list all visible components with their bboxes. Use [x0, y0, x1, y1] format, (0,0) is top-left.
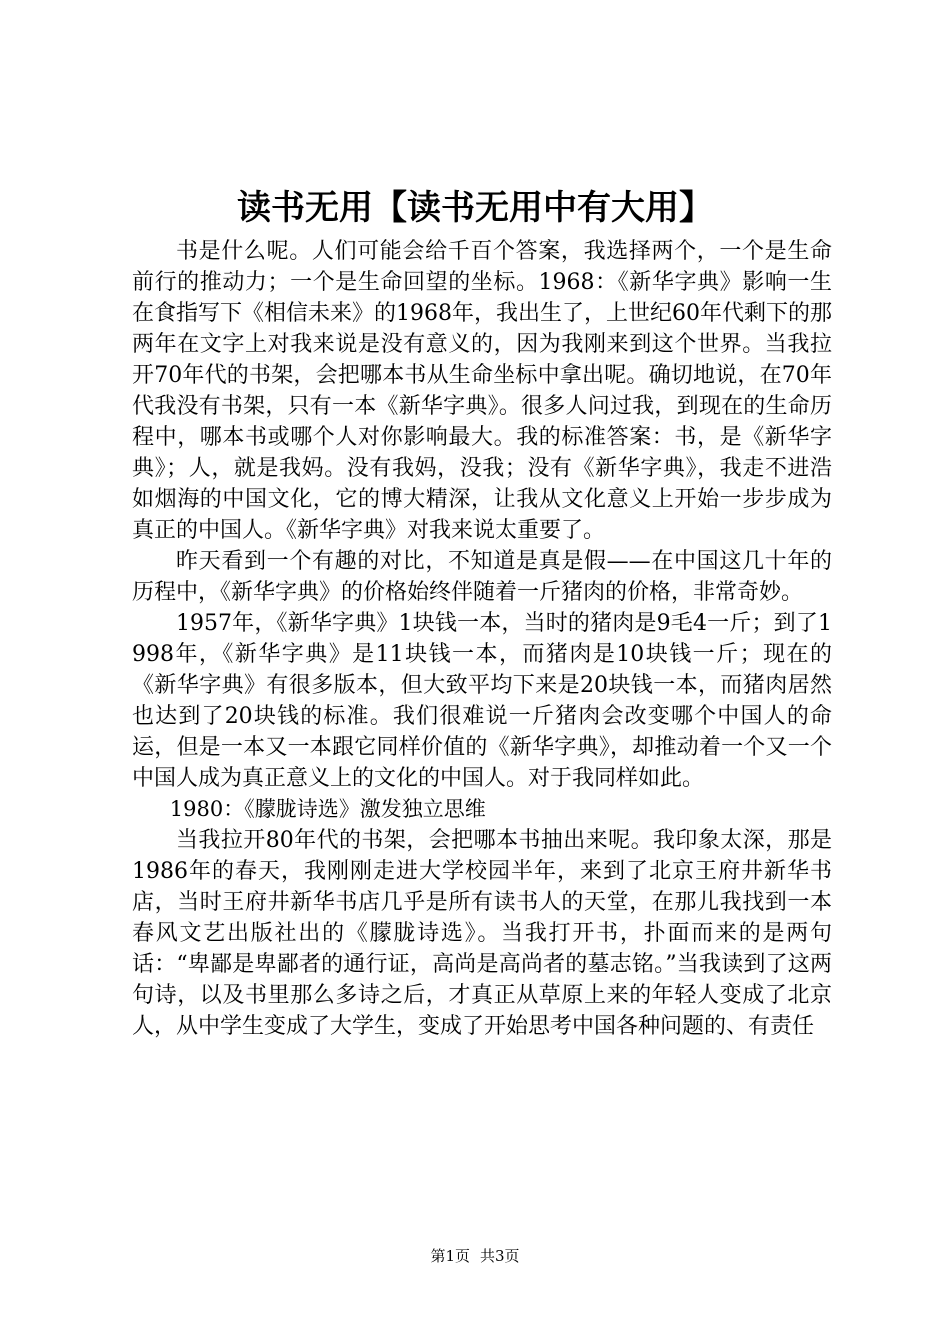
paragraph: 当我拉开80年代的书架，会把哪本书抽出来呢。我印象太深，那是1986年的春天，我刚刚走进大学校园半年，来到了北京王府井新华书店，当时王府井新华书店几乎是所有读书人的天堂，在那儿我找到一本春风文艺出版社出的《朦胧诗选》。当我打开书，扑面而来的是两句话：“卑鄙是卑鄙者的通行证，高尚是高尚者的墓志铭。”当我读到了这两句诗，以及书里那么多诗之后，才真正从草原上来的年轻人变成了北京人，从中学生变成了大学生，变成了开始思考中国各种问题的、有责任 [132, 828, 832, 1039]
paragraph: 昨天看到一个有趣的对比，不知道是真是假——在中国这几十年的历程中，《新华字典》的价格始终伴随着一斤猪肉的价格，非常奇妙。 [132, 549, 832, 605]
paragraph: 书是什么呢。人们可能会给千百个答案，我选择两个，一个是生命前行的推动力；一个是生命回望的坐标。1968：《新华字典》影响一生在食指写下《相信未来》的1968年，我出生了，上世纪60年代剩下的那两年在文字上对我来说是没有意义的，因为我刚来到这个世界。当我拉开70年代的书架，会把哪本书从生命坐标中拿出呢。确切地说，在70年代我没有书架，只有一本《新华字典》。很多人问过我，到现在的生命历程中，哪本书或哪个人对你影响最大。我的标准答案：书，是《新华字典》；人，就是我妈。没有我妈，没我；没有《新华字典》，我走不进浩如烟海的中国文化，它的博大精深，让我从文化意义上开始一步步成为真正的中国人。《新华字典》对我来说太重要了。 [132, 239, 832, 543]
paragraph: 1957年，《新华字典》1块钱一本，当时的猪肉是9毛4一斤；到了1998年，《新华字典》是11块钱一本，而猪肉是10块钱一斤；现在的《新华字典》有很多版本，但大致平均下来是20块钱一本，而猪肉居然也达到了20块钱的标准。我们很难说一斤猪肉会改变哪个中国人的命运，但是一本又一本跟它同样价值的《新华字典》，却推动着一个又一个中国人成为真正意义上的文化的中国人。对于我同样如此。 [132, 611, 832, 791]
page-footer [0, 1246, 950, 1266]
section-subheading: 1980：《朦胧诗选》激发独立思维 [169, 797, 486, 821]
page-total: 共3页 [480, 1247, 520, 1265]
document-body [132, 236, 832, 1042]
page-number: 第1页 [430, 1247, 470, 1265]
document-title: 读书无用【读书无用中有大用】 [237, 188, 713, 228]
